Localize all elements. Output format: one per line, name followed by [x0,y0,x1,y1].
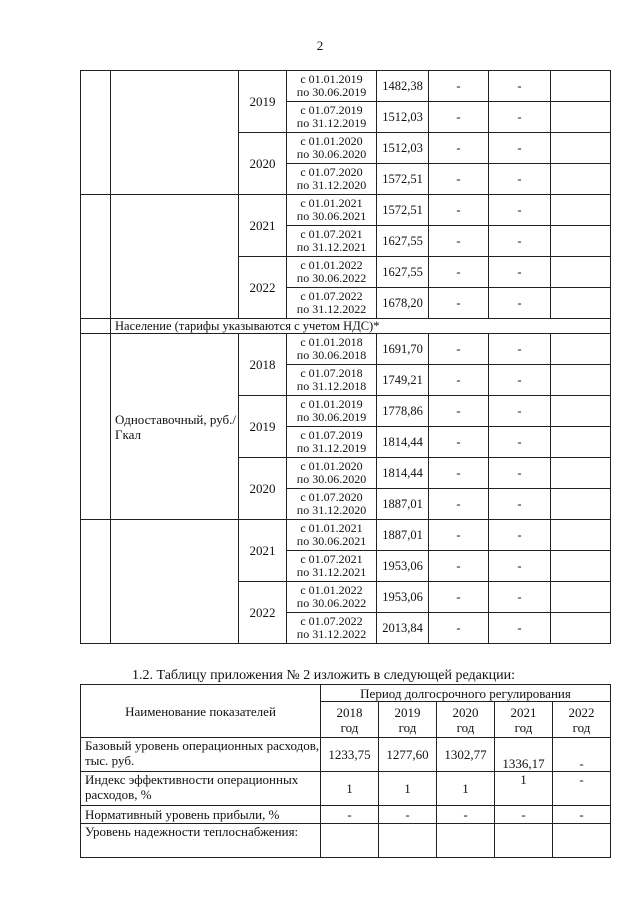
period-cell: с 01.01.2021 по 30.06.2021 [287,520,377,551]
cell-value: - [553,738,611,772]
period-cell: с 01.07.2021 по 31.12.2021 [287,551,377,582]
tariff-kind-label [111,520,239,644]
year-cell: 2020 [239,458,287,520]
cell-value [553,824,611,858]
period-cell: с 01.07.2020 по 31.12.2020 [287,164,377,195]
dash-cell: - [429,195,489,226]
blank-cell [81,195,111,319]
cell-value: 1302,77 [437,738,495,772]
dash-cell: - [429,365,489,396]
tariff-value: 1572,51 [377,164,429,195]
period-cell: с 01.01.2019 по 30.06.2019 [287,71,377,102]
header-period: Период долгосрочного регулирования [360,685,571,701]
empty-cell [551,195,611,226]
table-row [81,520,611,551]
tariff-value: 1778,86 [377,396,429,427]
dash-cell: - [429,551,489,582]
dash-cell: - [429,520,489,551]
year-cell: 2021 [239,195,287,257]
empty-cell [551,164,611,195]
tariff-value: 1678,20 [377,288,429,319]
cell-value: - [553,772,611,806]
blank-cell [81,334,111,520]
dash-cell: - [489,102,551,133]
year-cell: 2022 [239,257,287,319]
period-cell: с 01.01.2022 по 30.06.2022 [287,582,377,613]
dash-cell: - [489,551,551,582]
tariff-value: 1887,01 [377,489,429,520]
dash-cell: - [429,396,489,427]
year-header: 2020 год [437,702,495,738]
dash-cell: - [489,520,551,551]
period-cell: с 01.07.2021 по 31.12.2021 [287,226,377,257]
empty-cell [551,613,611,644]
dash-cell: - [489,288,551,319]
cell-value: 1277,60 [379,738,437,772]
period-cell: с 01.07.2019 по 31.12.2019 [287,427,377,458]
header-name: Наименование показателей [125,703,276,719]
dash-cell: - [429,288,489,319]
empty-cell [551,288,611,319]
dash-cell: - [429,102,489,133]
dash-cell: - [489,133,551,164]
cell-value: 1233,75 [321,738,379,772]
tariff-value: 1953,06 [377,551,429,582]
cell-value: 1336,17 [495,738,553,772]
empty-cell [551,427,611,458]
cell-value: 1 [495,772,553,806]
period-cell: с 01.07.2019 по 31.12.2019 [287,102,377,133]
empty-cell [551,551,611,582]
table-row [81,772,611,806]
dash-cell: - [489,226,551,257]
tariff-value: 1749,21 [377,365,429,396]
period-cell: с 01.01.2018 по 30.06.2018 [287,334,377,365]
year-cell: 2018 [239,334,287,396]
row-name: Базовый уровень операционных расходов, тыс. руб. [81,738,321,772]
tariff-value: 1814,44 [377,427,429,458]
section-heading: 1.2. Таблицу приложения № 2 изложить в следующей редакции: [132,668,516,683]
tariff-value: 1691,70 [377,334,429,365]
period-cell: с 01.01.2020 по 30.06.2020 [287,133,377,164]
empty-cell [551,582,611,613]
empty-cell [551,226,611,257]
row-name: Уровень надежности теплоснабжения: [81,824,321,858]
empty-cell [551,396,611,427]
header-name-cell [81,685,321,738]
header-period-cell [321,685,611,702]
table-row [81,195,611,226]
page-number: 2 [316,38,324,53]
dash-cell: - [489,334,551,365]
dash-cell: - [429,71,489,102]
dash-cell: - [429,133,489,164]
cell-value: - [437,806,495,824]
dash-cell: - [429,427,489,458]
blank-cell [81,71,111,195]
dash-cell: - [489,164,551,195]
period-cell: с 01.01.2022 по 30.06.2022 [287,257,377,288]
period-cell: с 01.01.2019 по 30.06.2019 [287,396,377,427]
cell-value: 1 [321,772,379,806]
year-cell: 2021 [239,520,287,582]
dash-cell: - [489,458,551,489]
dash-cell: - [489,71,551,102]
tariff-value: 1814,44 [377,458,429,489]
tariff-value: 1627,55 [377,257,429,288]
year-header: 2021 год [495,702,553,738]
year-cell: 2019 [239,71,287,133]
period-cell: с 01.01.2020 по 30.06.2020 [287,458,377,489]
cell-value: - [379,806,437,824]
cell-value: 1 [437,772,495,806]
dash-cell: - [429,489,489,520]
tariff-value: 1512,03 [377,102,429,133]
table-row [81,334,611,365]
dash-cell: - [489,427,551,458]
table-row [81,319,611,334]
year-header: 2018 год [321,702,379,738]
period-cell: с 01.07.2020 по 31.12.2020 [287,489,377,520]
table-row [81,824,611,858]
period-cell: с 01.07.2022 по 31.12.2022 [287,288,377,319]
empty-cell [551,365,611,396]
dash-cell: - [489,195,551,226]
tariff-value: 2013,84 [377,613,429,644]
period-cell: с 01.07.2018 по 31.12.2018 [287,365,377,396]
year-cell: 2020 [239,133,287,195]
table-row [81,71,611,102]
cell-value [495,824,553,858]
indicators-table [80,684,611,858]
blank-cell [81,319,111,334]
year-cell: 2022 [239,582,287,644]
table-row [81,738,611,772]
empty-cell [551,334,611,365]
blank-cell [81,520,111,644]
year-cell: 2019 [239,396,287,458]
tariff-kind-label [111,71,239,195]
tariff-value: 1512,03 [377,133,429,164]
row-name: Нормативный уровень прибыли, % [81,806,321,824]
year-header: 2019 год [379,702,437,738]
dash-cell: - [429,226,489,257]
tariff-value: 1887,01 [377,520,429,551]
tariff-value: 1953,06 [377,582,429,613]
dash-cell: - [489,257,551,288]
cell-value: - [321,806,379,824]
empty-cell [551,257,611,288]
dash-cell: - [489,613,551,644]
cell-value: - [553,806,611,824]
dash-cell: - [489,396,551,427]
cell-value: - [495,806,553,824]
empty-cell [551,71,611,102]
empty-cell [551,102,611,133]
cell-value [437,824,495,858]
tariff-value: 1572,51 [377,195,429,226]
tariff-value: 1627,55 [377,226,429,257]
empty-cell [551,520,611,551]
year-header: 2022 год [553,702,611,738]
tariff-table [80,70,611,644]
empty-cell [551,133,611,164]
table-row [81,806,611,824]
cell-value [379,824,437,858]
dash-cell: - [429,257,489,288]
tariff-kind-label [111,195,239,319]
cell-value: 1 [379,772,437,806]
empty-cell [551,458,611,489]
tariff-value: 1482,38 [377,71,429,102]
dash-cell: - [429,164,489,195]
period-cell: с 01.01.2021 по 30.06.2021 [287,195,377,226]
dash-cell: - [489,582,551,613]
empty-cell [551,489,611,520]
dash-cell: - [429,334,489,365]
period-cell: с 01.07.2022 по 31.12.2022 [287,613,377,644]
dash-cell: - [429,613,489,644]
population-note: Население (тарифы указываются с учетом НДС)* [111,319,611,334]
dash-cell: - [429,458,489,489]
dash-cell: - [429,582,489,613]
row-name: Индекс эффективности операционных расходов, % [81,772,321,806]
dash-cell: - [489,489,551,520]
tariff-kind-label: Одноставочный, руб./Гкал [111,334,239,520]
cell-value [321,824,379,858]
dash-cell: - [489,365,551,396]
